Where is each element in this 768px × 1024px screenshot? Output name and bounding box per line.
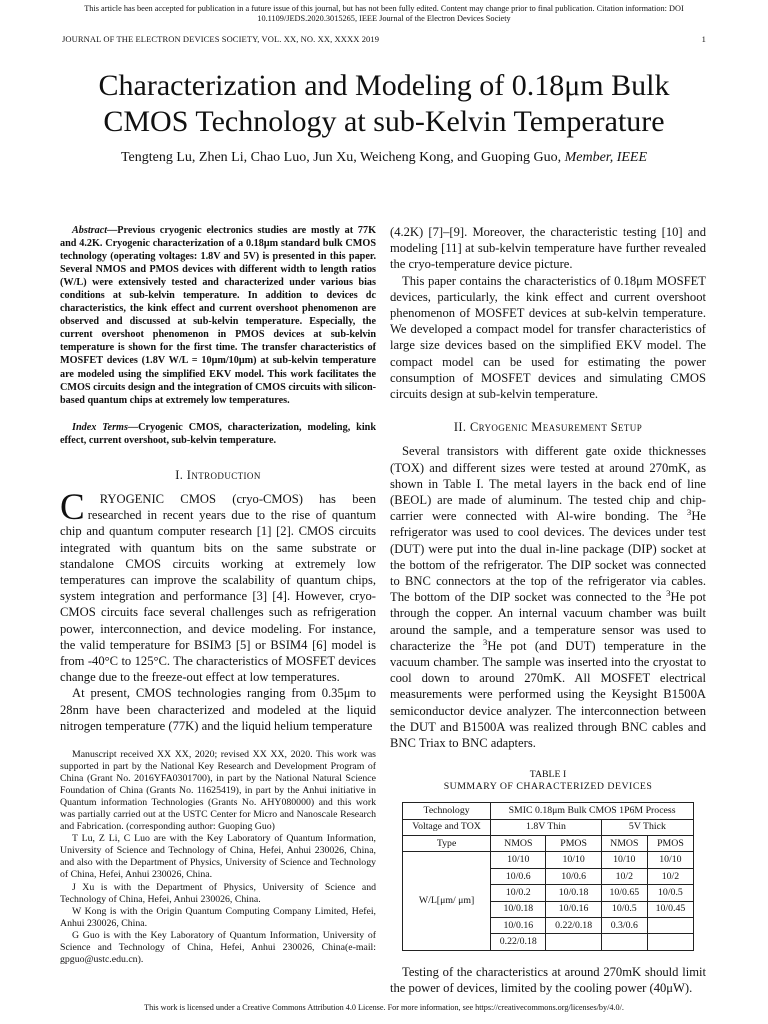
table-row	[403, 803, 694, 819]
table-cell	[546, 934, 601, 950]
author-names: Tengteng Lu, Zhen Li, Chao Luo, Jun Xu, Weicheng Kong, and Guoping Guo,	[120, 150, 562, 165]
intro-paragraph-1	[60, 486, 376, 685]
right-column	[390, 224, 706, 996]
footnote-manuscript: Manuscript received XX XX, 2020; revised XX XX, 2020. This work was supported in part by the National Key Research and Development Program of China (Grant No. 2016YFA0301700), in part by the National Natural Science Foundation of China (Grants No. 11625419), in part by the Anhui initiative in Quantum information Technologies (Grants No. AHY080000) and this work was partially carried out at the USTC Center for Micro and Nanoscale Research and Fabrication. (corresponding author: Guoping Guo)	[60, 749, 376, 833]
table-row	[403, 836, 694, 852]
title-line-2: CMOS Technology at sub-Kelvin Temperature	[103, 105, 665, 138]
publication-notice: This article has been accepted for publication in a future issue of this journal, but has not been fully edited. Content may change prior to final publication. Citation information: DOI 10.1109/JEDS.2020.3015265, IEEE Journal of the Electron Devices Society	[84, 4, 684, 23]
table-cell: 10/2	[647, 868, 693, 884]
table-cell: Technology	[403, 803, 491, 819]
isotope-superscript: 3	[482, 636, 488, 647]
setup-text: He pot (and DUT) temperature in the vacuum chamber. The sample was inserted into the cryostat to cool down to around 270mK. All MOSFET electrical measurements were performed using the Keysight B1500A semiconductor device analyzer. The interconnection between the DUT and B1500A was realized through BNC cables and BNC Triax to BNC adapters.	[390, 638, 707, 751]
table-cell	[647, 934, 693, 950]
intro-paragraph-2: At present, CMOS technologies ranging from 0.35μm to 28nm have been characterized and modeled at the liquid nitrogen temperature (77K) and the liquid helium temperature	[60, 686, 376, 733]
section-numeral: I.	[175, 467, 184, 482]
table-cell: Type	[403, 836, 491, 852]
setup-text: Several transistors with different gate oxide thicknesses (TOX) and different sizes were tested at around 270mK, as shown in Table I. The metal layers in the back end of line (BEOL) are made of aluminum. The tested chip and chip-carrier were connected with Al-wire bonding. The	[390, 444, 706, 524]
section-numeral: II.	[453, 420, 467, 435]
table-cell: PMOS	[546, 836, 601, 852]
page-number: 1	[701, 34, 706, 44]
drop-cap: C	[60, 486, 85, 528]
setup-text: He pot through the copper. An internal vacuum chamber was built around the sample, and a temperature sensor was used to characterize the	[390, 590, 706, 653]
setup-paragraph-2: Testing of the characteristics at around 270mK should limit the power of devices, limited by the cooling power (40μW).	[390, 964, 706, 996]
table-cell: 10/0.6	[491, 868, 546, 884]
section-heading-introduction	[60, 467, 376, 483]
index-terms	[60, 421, 376, 447]
abstract-text: —Previous cryogenic electronics studies are mostly at 77K and 4.2K. Cryogenic characterization of a 0.18μm standard bulk CMOS technology (operating voltages: 1.8V and 5V) is presented in this paper. Several NMOS and PMOS devices with different width to length ratios (W/L) were extensively tested and characterized under various bias conditions at sub-kelvin temperature. In addition to devices dc characteristics, the kink effect and current overshoot phenomenon are observed and discussed at sub-kelvin temperature. Especially, the current overshoot phenomenon in PMOS devices at sub-kelvin temperature is shown for the first time. The transfer characteristics of MOSFET devices (1.8V W/L = 10μm/10μm) at sub-kelvin temperature are modeled using the simplified EKV model. This work facilitates the CMOS circuits design and the integration of CMOS circuits with silicon-based quantum chips at extremely low temperatures.	[60, 225, 376, 406]
table-cell: 10/0.18	[491, 901, 546, 917]
table-cell: Voltage and TOX	[403, 819, 491, 835]
table-cell: 0.3/0.6	[601, 918, 647, 934]
intro-paragraph-1-text: RYOGENIC CMOS (cryo-CMOS) has been researched in recent years due to the rise of quantum chip and quantum computer research [1] [2]. CMOS circuits integrated with quantum bits on the same substrate or standalone CMOS circuits working at extremely low temperatures can improve the scalability of quantum chips, system integration and performance [3] [4]. However, cryo-CMOS circuits face several challenges such as refrigeration power, interconnection, and device modeling. For instance, the valid temperature for BSIM3 [5] or BSIM4 [6] model is from -40°C to 125°C. The characteristics of MOSFET devices change due to the freeze-out effect at low temperatures.	[60, 491, 376, 685]
abstract-label: Abstract	[72, 225, 108, 236]
footnote-affiliation: J Xu is with the Department of Physics, University of Science and Technology of China, Hefei, Anhui 230026, China.	[60, 881, 376, 905]
table-cell: 10/0.6	[546, 868, 601, 884]
footnotes	[60, 749, 376, 966]
device-summary-table	[402, 802, 694, 951]
abstract	[60, 224, 376, 407]
isotope-superscript: 3	[686, 507, 692, 518]
table-cell: 10/2	[601, 868, 647, 884]
footnote-affiliation: G Guo is with the Key Laboratory of Quantum Information, University of Science and Technology of China, Hefei, Anhui 230026, China(e-mail: gpguo@ustc.edu.cn).	[60, 929, 376, 965]
running-header	[62, 34, 706, 44]
section-title: Cryogenic Measurement Setup	[469, 420, 643, 435]
table-cell: 10/10	[601, 852, 647, 868]
intro-paragraph-3: This paper contains the characteristics of 0.18μm MOSFET devices, particularly, the kink effect and current overshoot phenomenon of MOSFET devices at sub-kelvin temperature. We developed a compact model for transfer characteristics of large size devices based on the simplified EKV model. The compact model can be used for estimating the power consumption of MOSFET devices and simulating CMOS circuits design at sub-kelvin temperature.	[390, 273, 706, 402]
intro-paragraph-2-continued: (4.2K) [7]–[9]. Moreover, the characteristic testing [10] and modeling [11] at sub-kelvin temperature have further revealed the cryo-temperature device picture.	[390, 225, 706, 272]
table-cell: W/L[μm/ μm]	[403, 852, 491, 950]
table-cell: SMIC 0.18μm Bulk CMOS 1P6M Process	[491, 803, 694, 819]
table-cell: 10/0.16	[491, 918, 546, 934]
left-column	[60, 224, 376, 966]
table-cell: 10/0.2	[491, 885, 546, 901]
table-row	[403, 852, 694, 868]
table-cell: 10/0.16	[546, 901, 601, 917]
index-terms-text: —Cryogenic CMOS, characterization, modeling, kink effect, current overshoot, sub-kelvin temperature.	[60, 421, 376, 446]
table-cell: 10/0.5	[647, 885, 693, 901]
setup-paragraph-1	[390, 443, 706, 751]
author-membership: Member, IEEE	[564, 150, 648, 165]
title-line-1: Characterization and Modeling of 0.18μm Bulk	[98, 69, 670, 102]
paper-title	[40, 68, 728, 140]
setup-text: He refrigerator was used to cool devices. The devices under test (DUT) were put into the dual in-line package (DIP) socket at the bottom of the refrigerator. The DIP socket was connected to BNC connectors at the top of the refrigerator via cables. The bottom of the DIP socket was connected to the	[390, 509, 706, 605]
section-heading-measurement-setup	[390, 419, 706, 435]
table-label: TABLE I	[529, 769, 567, 781]
table-cell: 10/10	[491, 852, 546, 868]
table-cell: NMOS	[491, 836, 546, 852]
index-terms-label: Index Terms	[72, 421, 128, 433]
table-cell: 10/0.18	[546, 885, 601, 901]
author-list	[40, 150, 728, 166]
table-cell: NMOS	[601, 836, 647, 852]
table-cell: 10/0.45	[647, 901, 693, 917]
section-title: Introduction	[186, 467, 261, 482]
footnote-affiliation: T Lu, Z Li, C Luo are with the Key Laboratory of Quantum Information, University of Science and Technology of China, Hefei, Anhui 230026, China, and also with the Department of Physics, University of Science and Technology of China, Hefei, Anhui 230026, China.	[60, 833, 376, 881]
table-cell: PMOS	[647, 836, 693, 852]
table-cell: 10/10	[647, 852, 693, 868]
journal-running-title: JOURNAL OF THE ELECTRON DEVICES SOCIETY, VOL. XX, NO. XX, XXXX 2019	[62, 34, 380, 44]
table-cell: 0.22/0.18	[491, 934, 546, 950]
table-cell: 0.22/0.18	[546, 918, 601, 934]
license-footer: This work is licensed under a Creative Commons Attribution 4.0 License. For more information, see https://creativecommons.org/licenses/by/4.0/.	[144, 1003, 624, 1012]
table-caption	[390, 769, 706, 793]
table-title: SUMMARY OF CHARACTERIZED DEVICES	[443, 781, 653, 793]
table-cell: 10/0.65	[601, 885, 647, 901]
table-cell: 5V Thick	[601, 819, 693, 835]
table-cell	[601, 934, 647, 950]
table-cell: 10/0.5	[601, 901, 647, 917]
table-cell	[647, 918, 693, 934]
table-cell: 10/10	[546, 852, 601, 868]
footnote-affiliation: W Kong is with the Origin Quantum Computing Company Limited, Hefei, Anhui 230026, China.	[60, 905, 376, 929]
isotope-superscript: 3	[666, 588, 671, 599]
table-cell: 1.8V Thin	[491, 819, 602, 835]
table-row	[403, 819, 694, 835]
